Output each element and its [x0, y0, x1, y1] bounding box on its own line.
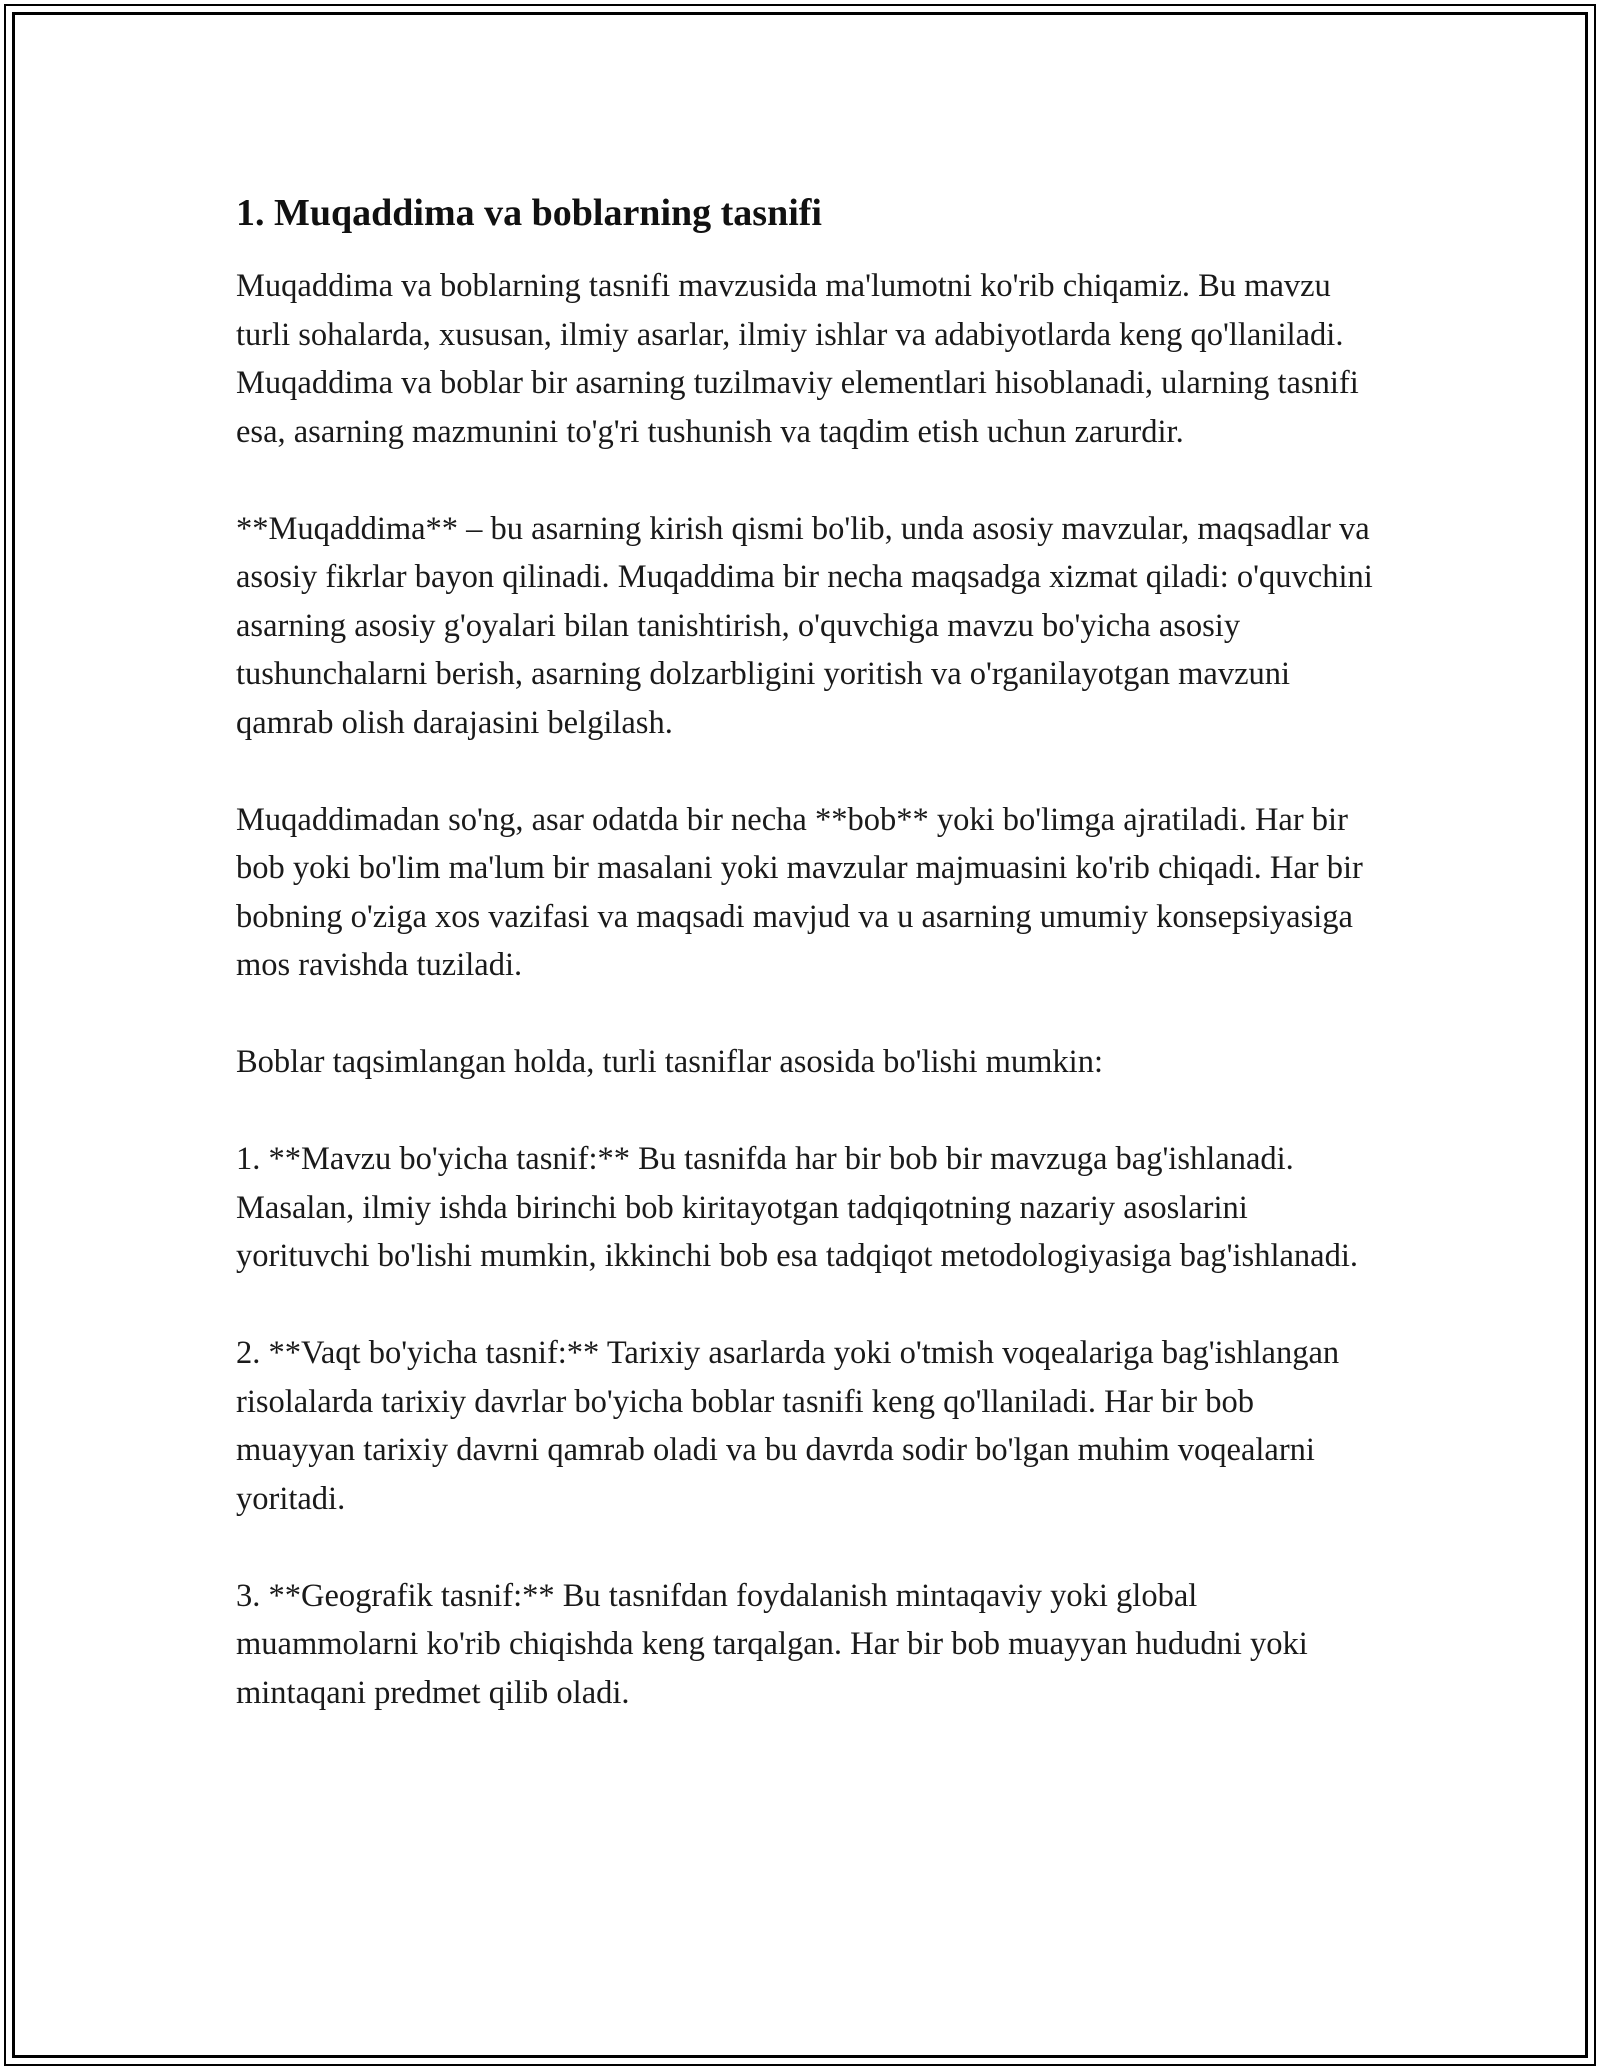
section-title: 1. Muqaddima va boblarning tasnifi	[236, 192, 822, 234]
list-item-geographic: 3. **Geografik tasnif:** Bu tasnifdan foydalanish mintaqaviy yoki global muammolarni ko'rib chiqishda keng tarqalgan. Har bir bob muayyan hududni yoki mintaqani predmet qilib oladi.	[236, 1577, 1308, 1711]
paragraph-classification-intro: Boblar taqsimlangan holda, turli tasniflar asosida bo'lishi mumkin:	[236, 1044, 1103, 1080]
list-item-time: 2. **Vaqt bo'yicha tasnif:** Tarixiy asarlarda yoki o'tmish voqealariga bag'ishlangan risolalarda tarixiy davrlar bo'yicha boblar tasnifi keng qo'llaniladi. Har bir bob muayyan tarixiy davrni qamrab oladi va bu davrda sodir bo'lgan muhim voqealarni yoritadi.	[236, 1335, 1340, 1517]
paragraph-boblar: Muqaddimadan so'ng, asar odatda bir necha **bob** yoki bo'limga ajratiladi. Har bir bob yoki bo'lim ma'lum bir masalani yoki mavzular majmuasini ko'rib chiqadi. Har bir bobning o'ziga xos vazifasi va maqsadi mavjud va u asarning umumiy konsepsiyasiga mos ravishda tuziladi.	[236, 801, 1363, 983]
document-body	[236, 186, 1376, 1766]
paragraph-muqaddima: **Muqaddima** – bu asarning kirish qismi bo'lib, unda asosiy mavzular, maqsadlar va asosiy fikrlar bayon qilinadi. Muqaddima bir necha maqsadga xizmat qiladi: o'quvchini asarning asosiy g'oyalari bilan tanishtirish, o'quvchiga mavzu bo'yicha asosiy tushunchalarni berish, asarning dolzarbligini yoritish va o'rganilayotgan mavzuni qamrab olish darajasini belgilash.	[236, 510, 1373, 741]
paragraph-intro: Muqaddima va boblarning tasnifi mavzusida ma'lumotni ko'rib chiqamiz. Bu mavzu turli sohalarda, xususan, ilmiy asarlar, ilmiy ishlar va adabiyotlarda keng qo'llaniladi. Muqaddima va boblar bir asarning tuzilmaviy elementlari hisoblanadi, ularning tasnifi esa, asarning mazmunini to'g'ri tushunish va taqdim etish uchun zarurdir.	[236, 268, 1359, 450]
list-item-topic: 1. **Mavzu bo'yicha tasnif:** Bu tasnifda har bir bob bir mavzuga bag'ishlanadi. Masalan, ilmiy ishda birinchi bob kiritayotgan tadqiqotning nazariy asoslarini yorituvchi bo'lishi mumkin, ikkinchi bob esa tadqiqot metodologiyasiga bag'ishlanadi.	[236, 1141, 1358, 1274]
